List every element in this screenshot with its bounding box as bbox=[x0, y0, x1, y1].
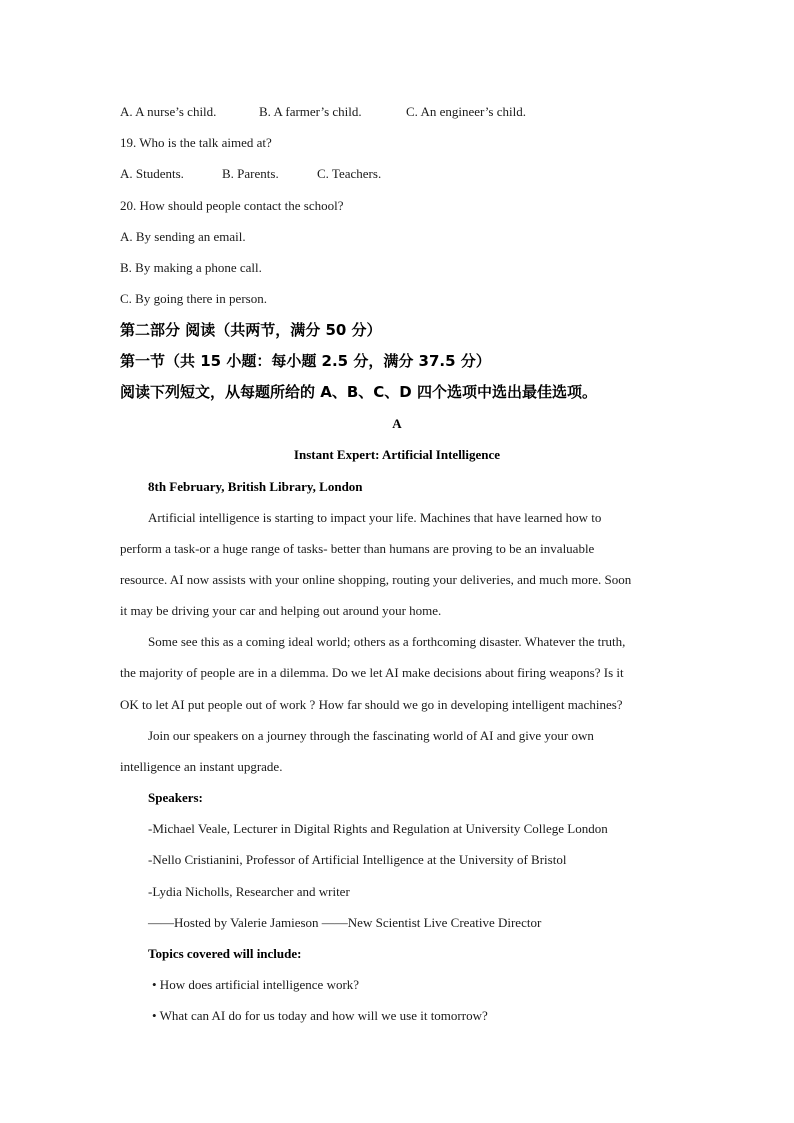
topic-item: • How does artificial intelligence work? bbox=[152, 977, 360, 992]
q20-option-c: C. By going there in person. bbox=[120, 291, 267, 306]
passage-title: Instant Expert: Artificial Intelligence bbox=[293, 447, 501, 462]
paragraph-1-line-3: resource. AI now assists with your online shopping, routing your deliveries, and much more. Soon bbox=[120, 572, 632, 587]
q19-question: 19. Who is the talk aimed at? bbox=[120, 135, 272, 150]
speaker-item: -Nello Cristianini, Professor of Artificial Intelligence at the University of Bristol bbox=[148, 852, 567, 867]
speakers-label: Speakers: bbox=[148, 790, 203, 805]
passage-label: A bbox=[392, 416, 402, 431]
q19-options bbox=[120, 166, 381, 182]
paragraph-3-line-2: intelligence an instant upgrade. bbox=[120, 759, 283, 774]
q19-option-a: A. Students. bbox=[120, 166, 184, 181]
topic-item: • What can AI do for us today and how will we use it tomorrow? bbox=[152, 1008, 488, 1023]
q20-option-a: A. By sending an email. bbox=[120, 229, 246, 244]
section1-heading: 第一节（共 15 小题：每小题 2.5 分，满分 37.5 分） bbox=[120, 352, 491, 370]
paragraph-1-line-2: perform a task-or a huge range of tasks- better than humans are proving to be an invaluable bbox=[120, 541, 595, 556]
q20-question: 20. How should people contact the school? bbox=[120, 198, 344, 213]
speaker-item: -Lydia Nicholls, Researcher and writer bbox=[148, 884, 350, 899]
event-date-location: 8th February, British Library, London bbox=[148, 479, 363, 494]
topics-label: Topics covered will include: bbox=[148, 946, 302, 961]
paragraph-1-line-1: Artificial intelligence is starting to impact your life. Machines that have learned how to bbox=[148, 510, 602, 525]
paragraph-2-line-3: OK to let AI put people out of work ? How far should we go in developing intelligent machines? bbox=[120, 697, 623, 712]
reading-instruction: 阅读下列短文，从每题所给的 A、B、C、D 四个选项中选出最佳选项。 bbox=[120, 383, 597, 401]
q18-option-b: B. A farmer’s child. bbox=[259, 104, 362, 119]
q18-option-c: C. An engineer’s child. bbox=[406, 104, 526, 119]
paragraph-3-line-1: Join our speakers on a journey through the fascinating world of AI and give your own bbox=[148, 728, 594, 743]
q19-option-b: B. Parents. bbox=[222, 166, 279, 181]
part2-heading: 第二部分 阅读（共两节，满分 50 分） bbox=[120, 321, 382, 339]
q19-option-c: C. Teachers. bbox=[317, 166, 382, 181]
host-line: ——Hosted by Valerie Jamieson ——New Scientist Live Creative Director bbox=[148, 915, 542, 930]
paragraph-2-line-2: the majority of people are in a dilemma. Do we let AI make decisions about firing weapons? Is it bbox=[120, 665, 624, 680]
q18-option-a: A. A nurse’s child. bbox=[120, 104, 217, 119]
q18-options bbox=[120, 104, 526, 120]
speaker-item: -Michael Veale, Lecturer in Digital Rights and Regulation at University College London bbox=[148, 821, 608, 836]
paragraph-1-line-4: it may be driving your car and helping out around your home. bbox=[120, 603, 442, 618]
paragraph-2-line-1: Some see this as a coming ideal world; others as a forthcoming disaster. Whatever the truth, bbox=[148, 634, 626, 649]
q20-option-b: B. By making a phone call. bbox=[120, 260, 262, 275]
